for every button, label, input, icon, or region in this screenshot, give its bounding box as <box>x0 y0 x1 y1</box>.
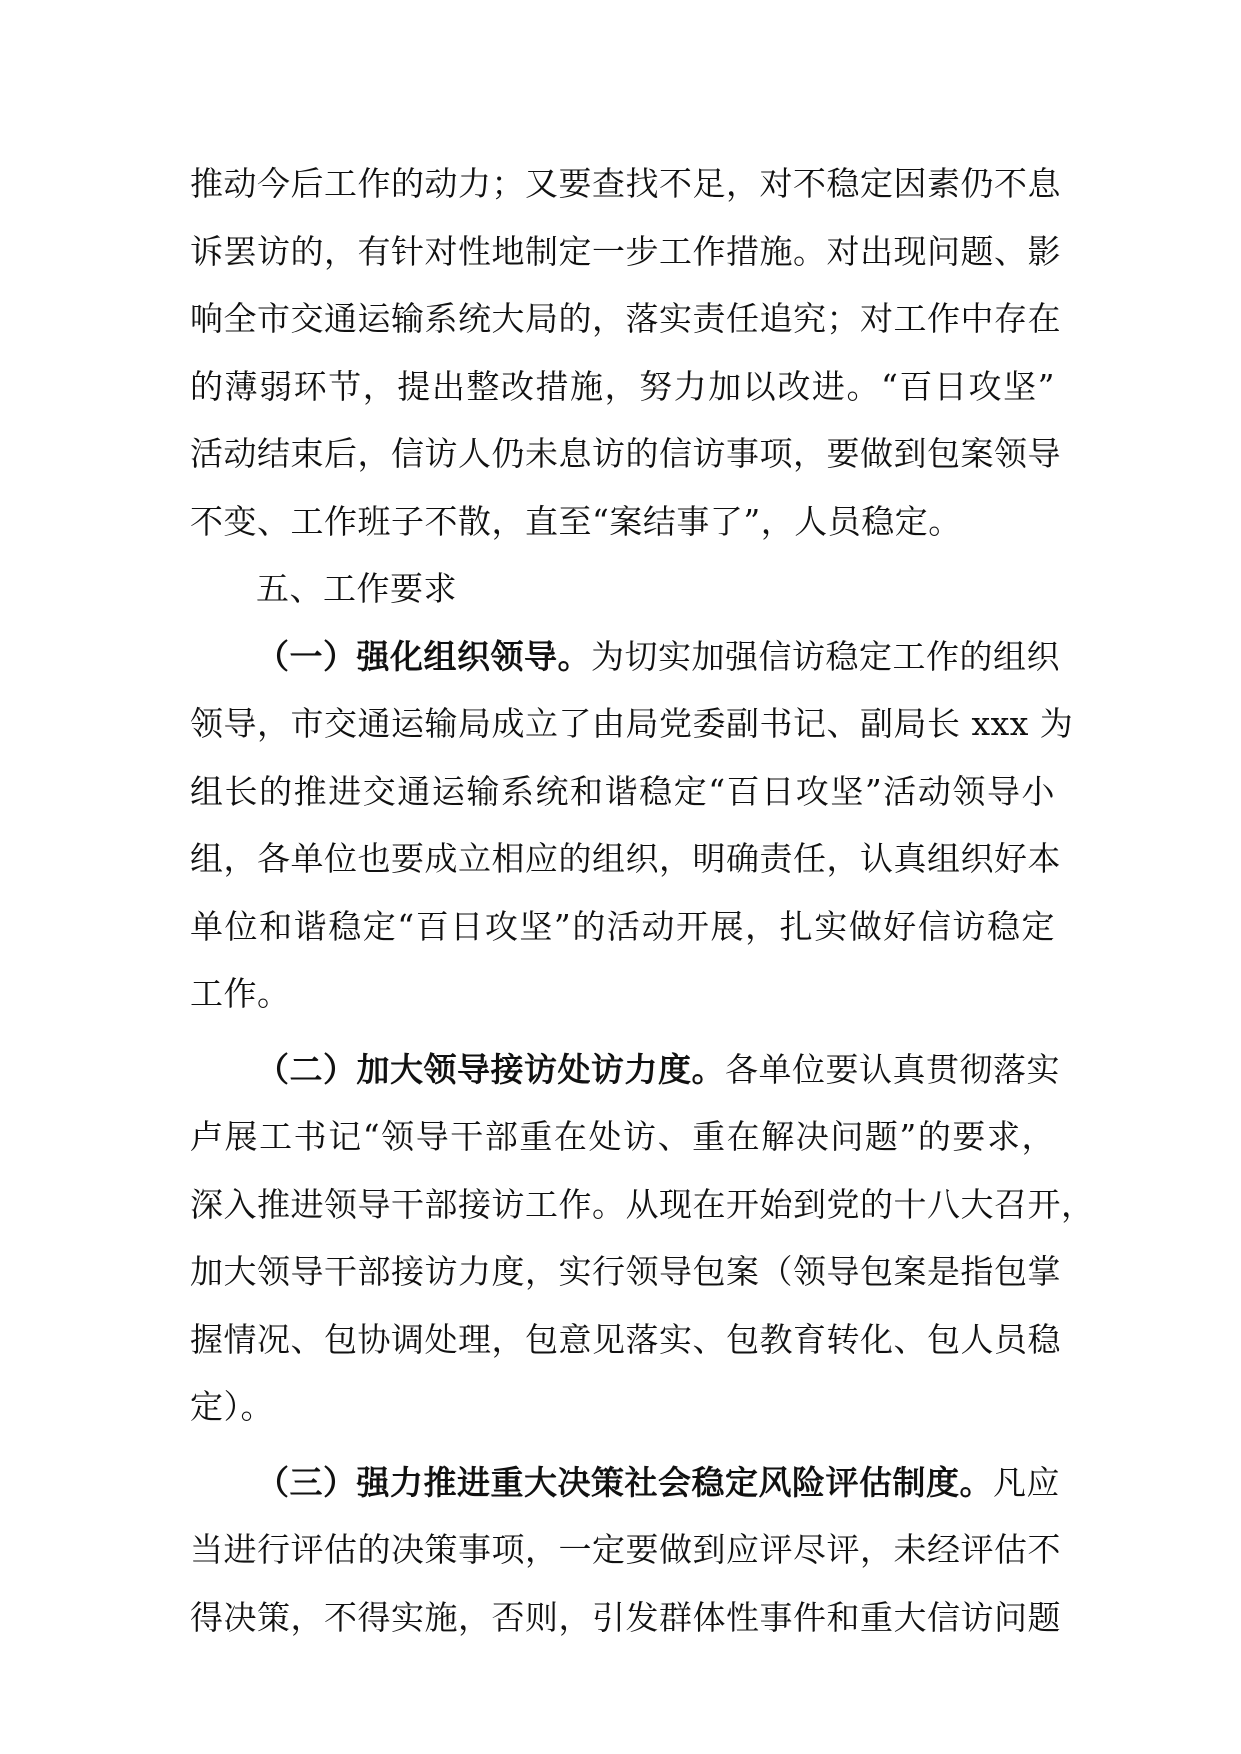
text-line: 得决策，不得实施，否则，引发群体性事件和重大信访问题 <box>190 1597 1061 1637</box>
text-line: 握情况、包协调处理，包意见落实、包教育转化、包人员稳 <box>190 1319 1061 1359</box>
section-heading: 五、工作要求 <box>256 569 457 608</box>
text-line: 领导，市交通运输局成立了由局党委副书记、副局长 xxx 为 <box>190 704 1074 743</box>
text-line: 响全市交通运输系统大局的，落实责任追究；对工作中存在 <box>190 299 1061 338</box>
text-line: 工作。 <box>190 974 291 1013</box>
text-line: 定）。 <box>190 1387 274 1426</box>
text-line: 的薄弱环节，提出整改措施，努力加以改进。“百日攻坚” <box>190 366 1055 406</box>
item-text: 各单位要认真贯彻落实 <box>725 1049 1060 1089</box>
item-title: （三）强力推进重大决策社会稳定风险评估制度。 <box>256 1462 993 1502</box>
text-line: 推动今后工作的动力；又要查找不足，对不稳定因素仍不息 <box>190 164 1061 203</box>
text-line: 卢展工书记“领导干部重在处访、重在解决问题”的要求， <box>190 1117 1055 1156</box>
text-line: 组长的推进交通运输系统和谐稳定“百日攻坚”活动领导小 <box>190 771 1055 811</box>
paragraph-gap <box>190 1441 1055 1449</box>
text-line: 组，各单位也要成立相应的组织，明确责任，认真组织好本 <box>190 839 1061 878</box>
item-text: 为切实加强信访稳定工作的组织 <box>591 636 1060 676</box>
text-line: 当进行评估的决策事项，一定要做到应评尽评，未经评估不 <box>190 1530 1061 1569</box>
text-line: 诉罢访的，有针对性地制定一步工作措施。对出现问题、影 <box>190 231 1061 271</box>
text-line: 不变、工作班子不散，直至“案结事了”，人员稳定。 <box>190 501 962 541</box>
text-line: 活动结束后，信访人仍未息访的信访事项，要做到包案领导 <box>190 434 1061 473</box>
text-line: 加大领导干部接访力度，实行领导包案（领导包案是指包掌 <box>190 1252 1061 1291</box>
text-line: 深入推进领导干部接访工作。从现在开始到党的十八大召开， <box>190 1184 1095 1224</box>
document-page <box>190 150 1095 1651</box>
item-text: 凡应 <box>993 1462 1060 1502</box>
paragraph-continuation <box>190 150 1061 555</box>
item-first-line <box>190 623 1060 691</box>
paragraph-gap <box>190 1028 1055 1036</box>
requirement-item-2 <box>190 1036 1095 1441</box>
text-line: 单位和谐稳定“百日攻坚”的活动开展，扎实做好信访稳定 <box>190 906 1055 946</box>
item-title: （一）强化组织领导。 <box>256 636 591 676</box>
item-first-line <box>190 1449 1060 1517</box>
item-title: （二）加大领导接访处访力度。 <box>256 1049 725 1089</box>
item-first-line <box>190 1036 1060 1104</box>
requirement-item-1 <box>190 623 1074 1028</box>
requirement-item-3 <box>190 1449 1061 1652</box>
